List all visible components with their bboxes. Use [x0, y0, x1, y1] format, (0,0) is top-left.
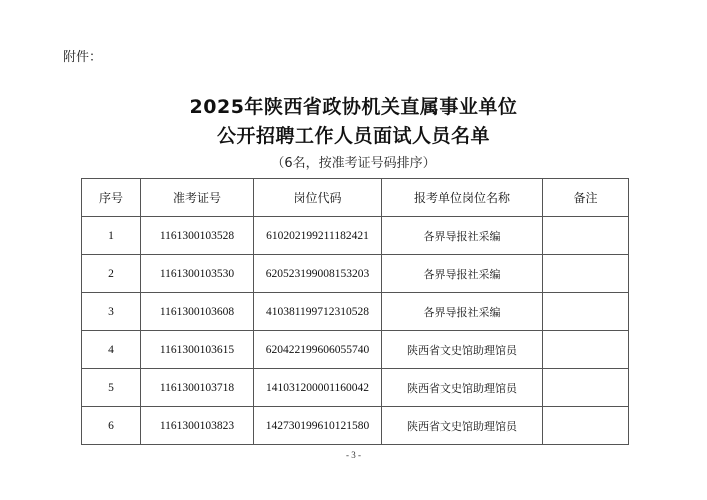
cell-position-name: 各界导报社采编: [382, 217, 543, 255]
cell-remarks: [543, 217, 629, 255]
header-remarks: 备注: [543, 179, 629, 217]
cell-remarks: [543, 369, 629, 407]
attachment-label: 附件：: [63, 50, 103, 65]
cell-position-name: 陕西省文史馆助理馆员: [382, 407, 543, 445]
document-subtitle: （6名，按准考证号码排序）: [271, 156, 436, 171]
document-title-line2: 公开招聘工作人员面试人员名单: [216, 125, 490, 147]
header-position-name: 报考单位岗位名称: [382, 179, 543, 217]
cell-exam-number: 1161300103823: [141, 407, 254, 445]
cell-position-name: 陕西省文史馆助理馆员: [382, 331, 543, 369]
interview-roster-table: [81, 178, 629, 445]
document-title-line1: 2025年陕西省政协机关直属事业单位: [189, 96, 518, 118]
cell-position-code: 141031200001160042: [254, 369, 382, 407]
cell-seq: 4: [82, 331, 141, 369]
cell-exam-number: 1161300103718: [141, 369, 254, 407]
table-row: [82, 293, 629, 331]
cell-position-code: 620523199008153203: [254, 255, 382, 293]
cell-remarks: [543, 255, 629, 293]
cell-seq: 5: [82, 369, 141, 407]
cell-seq: 1: [82, 217, 141, 255]
cell-exam-number: 1161300103530: [141, 255, 254, 293]
table-header-row: [82, 179, 629, 217]
table-row: [82, 217, 629, 255]
cell-exam-number: 1161300103528: [141, 217, 254, 255]
cell-position-name: 陕西省文史馆助理馆员: [382, 369, 543, 407]
table-row: [82, 369, 629, 407]
table-row: [82, 407, 629, 445]
cell-seq: 2: [82, 255, 141, 293]
table-row: [82, 255, 629, 293]
cell-seq: 6: [82, 407, 141, 445]
cell-position-name: 各界导报社采编: [382, 293, 543, 331]
cell-remarks: [543, 293, 629, 331]
cell-exam-number: 1161300103608: [141, 293, 254, 331]
cell-exam-number: 1161300103615: [141, 331, 254, 369]
cell-seq: 3: [82, 293, 141, 331]
table-row: [82, 331, 629, 369]
cell-position-code: 142730199610121580: [254, 407, 382, 445]
cell-position-code: 410381199712310528: [254, 293, 382, 331]
cell-remarks: [543, 407, 629, 445]
header-position-code: 岗位代码: [254, 179, 382, 217]
cell-position-name: 各界导报社采编: [382, 255, 543, 293]
cell-remarks: [543, 331, 629, 369]
cell-position-code: 620422199606055740: [254, 331, 382, 369]
page-number: - 3 -: [346, 450, 361, 460]
header-exam-number: 准考证号: [141, 179, 254, 217]
cell-position-code: 610202199211182421: [254, 217, 382, 255]
header-seq: 序号: [82, 179, 141, 217]
